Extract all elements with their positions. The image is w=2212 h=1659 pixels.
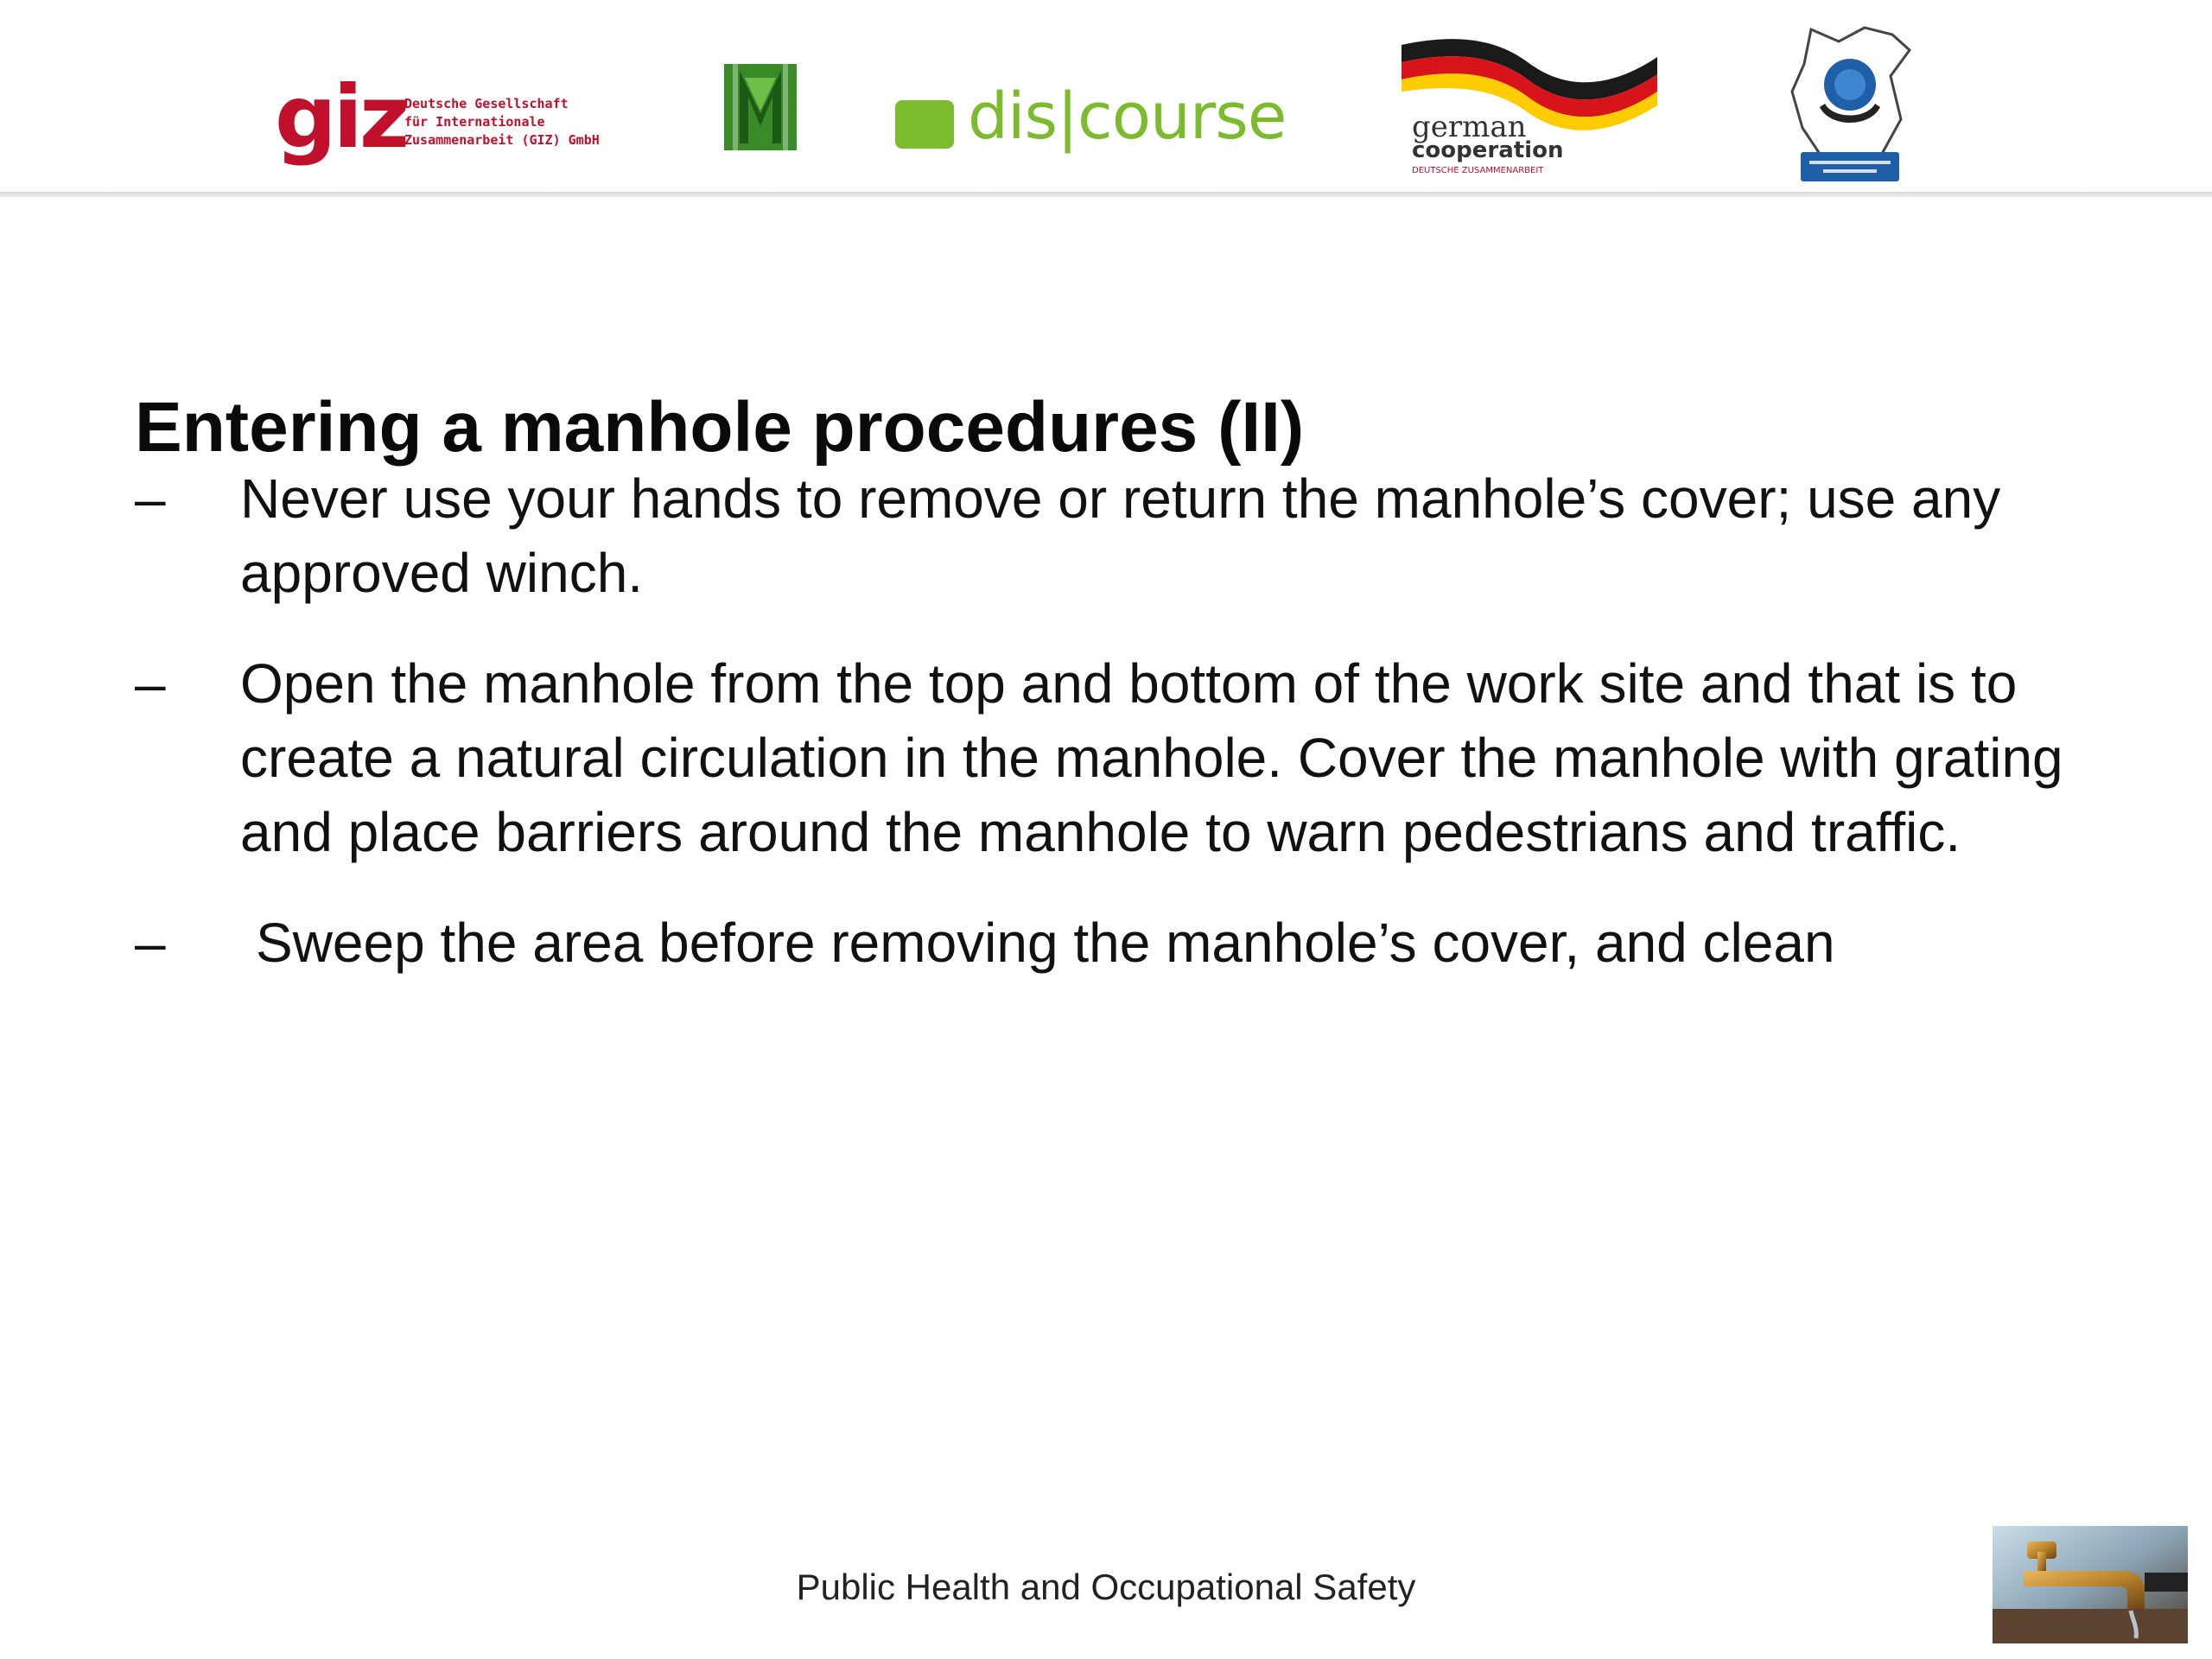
logo-bar — [0, 0, 2212, 192]
giz-tagline-line: Deutsche Gesellschaft — [404, 96, 569, 111]
header-divider — [0, 192, 2212, 197]
giz-tagline-line: Zusammenarbeit (GIZ) GmbH — [404, 132, 600, 148]
footer-text: Public Health and Occupational Safety — [796, 1567, 1416, 1607]
german-cooperation-line1: german — [1412, 110, 1527, 144]
water-trust-fund-seal-icon — [1785, 24, 1915, 188]
bullet-item — [135, 646, 2105, 869]
discourse-square-icon — [895, 100, 954, 149]
bullet-list — [135, 461, 2105, 1016]
giz-logo — [275, 67, 620, 175]
water-tap-thumbnail-image — [1993, 1526, 2188, 1643]
green-m-logo-icon — [724, 64, 797, 150]
discourse-wordmark: dis|course — [968, 79, 1287, 154]
bullet-text: Sweep the area before removing the manhole’s cover, and clean — [256, 912, 1835, 974]
giz-wordmark: giz — [275, 67, 407, 168]
bullet-dash: – — [135, 467, 166, 530]
bullet-text: Open the manhole from the top and bottom of the work site and that is to create a natural circulation in the manhole. Cover the manhole with grating and place barriers around the manhole to warn pedestrians and traffic. — [240, 652, 2063, 863]
bullet-item — [135, 461, 2105, 610]
german-cooperation-line3: DEUTSCHE ZUSAMMENARBEIT — [1412, 166, 1544, 175]
giz-tagline — [404, 95, 629, 149]
bullet-dash: – — [135, 652, 166, 715]
german-cooperation-line2: cooperation — [1412, 137, 1564, 163]
slide-title: Entering a manhole procedures (II) — [135, 387, 1305, 467]
german-cooperation-logo — [1398, 31, 1666, 187]
giz-tagline-line: für Internationale — [404, 114, 545, 130]
bullet-item — [135, 906, 2105, 980]
bullet-text: Never use your hands to remove or return the manhole’s cover; use any approved winch. — [240, 467, 2001, 604]
bullet-dash: – — [135, 912, 166, 974]
discourse-logo — [895, 79, 1301, 168]
